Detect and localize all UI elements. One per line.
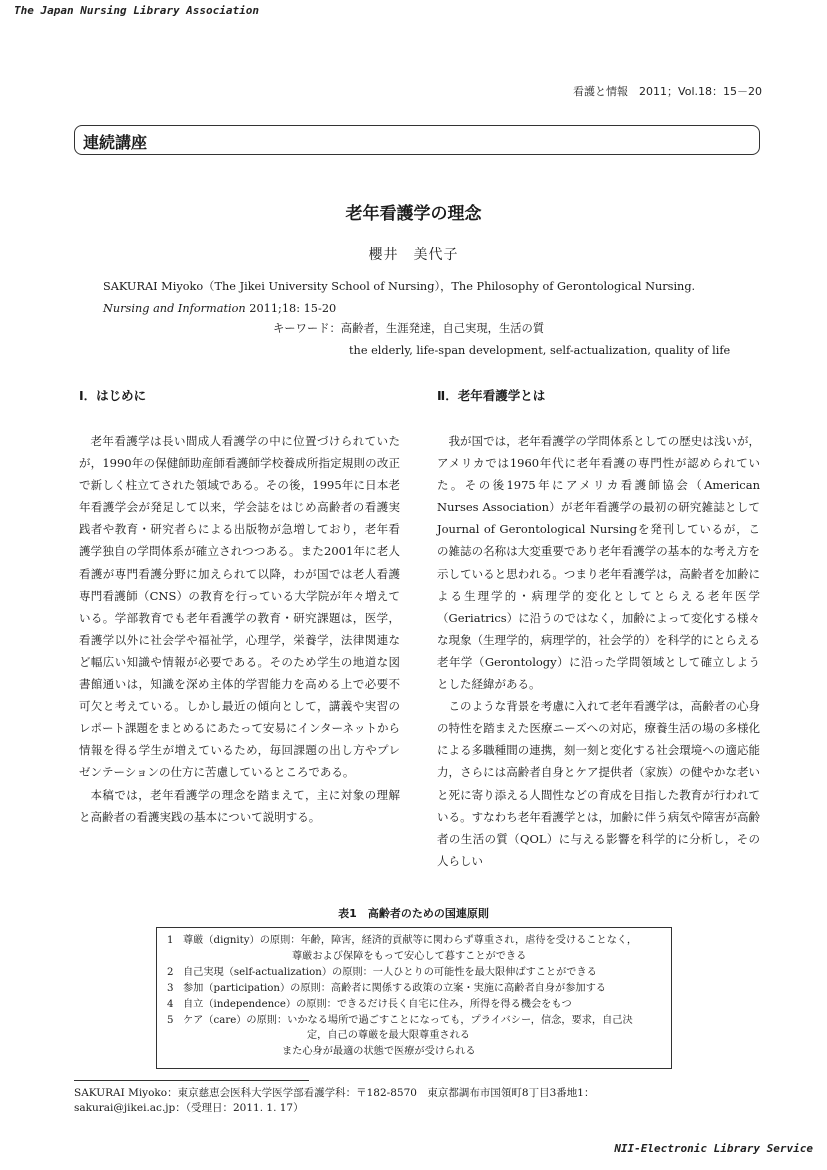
table-row (167, 965, 663, 981)
left-column (79, 430, 400, 828)
journal-citation: 看護と情報 2011；Vol.18：15－20 (573, 85, 762, 98)
row-text: ケア（care）の原則：いかなる場所で過ごすことになっても，プライバシー，信念，要求，自己決 (183, 1014, 633, 1026)
journal-name: Nursing and Information (103, 302, 246, 315)
row-continuation: また心身が最適の状態で医療が受けられる (282, 1046, 476, 1058)
keywords-english: the elderly, life-span development, self-actualization, quality of life (349, 344, 731, 357)
table-caption: 表1 高齢者のための国連原則 (338, 907, 489, 920)
row-text: 尊厳（dignity）の原則：年齢，障害，経済的貢献等に関わらず尊重され，虐待を受けることなく， (183, 935, 638, 946)
row-number: 3 (167, 982, 174, 994)
table-row (167, 1013, 663, 1029)
paragraph: 老年看護学は長い間成人看護学の中に位置づけられていたが，1990年の保健師助産師看護師学校養成所指定規則の改正で新しく柱立てされた領域である。その後，1995年に日本老年看護学会が発足して以来，学会誌をはじめ高齢者の看護実践者や教育・研究者らによる出版物が急増しており，老年看護学独自の学問体系が確立されつつある。また2001年に老人看護が専門看護分野に加えられて以降，わが国では老人看護専門看護師（CNS）の教育を行っている大学院が年々増えている。学部教育でも老年看護学の教育・研究課題は，医学，看護学以外に社会学や福祉学，心理学，栄養学，法律関連など幅広い知識や情報が必要である。そのため学生の地道な図書館通いは，知識を深め主体的学習能力を高める上で必要不可欠と考えている。しかし最近の傾向として，講義や実習のレポート課題をまとめるにあたって安易にインターネットから情報を得る学生が増えているため，毎回課題の出し方やプレゼンテーションの仕方に苦慮しているところである。 (79, 434, 400, 780)
row-number: 1 (167, 935, 174, 946)
row-number: 2 (167, 966, 174, 978)
principles-table (156, 927, 672, 1069)
section-heading-gerontological-nursing: Ⅱ．老年看護学とは (437, 388, 546, 403)
english-reference (103, 276, 743, 320)
series-label: 連続講座 (83, 133, 148, 152)
paragraph: 本稿では，老年看護学の理念を踏まえて，主に対象の理解と高齢者の看護実践の基本について説明する。 (79, 787, 400, 824)
row-text: 自立（independence）の原則：できるだけ長く自宅に住み，所得を得る機会をもつ (183, 998, 572, 1010)
keywords-japanese: キーワード：高齢者，生涯発達，自己実現，生活の質 (273, 322, 545, 335)
paragraph: このような背景を考慮に入れて老年看護学は，高齢者の心身の特性を踏まえた医療ニーズへの対応，療養生活の場の多様化による多職種間の連携，刻一刻と変化する社会環境への適応能力，さらには高齢者自身とケア提供者（家族）の健やかな老いと死に寄り添える人間性などの育成を目指した教育が行われている。すなわち老年看護学とは，加齢に伴う病気や障害が高齢者の生活の質（QOL）に与える影響を科学的に分析し，その人らしい (437, 699, 760, 868)
reference-text: SAKURAI Miyoko（The Jikei University School of Nursing），The Philosophy of Gerontological Nursing. (103, 280, 696, 293)
table-row (167, 981, 663, 997)
article-author: 櫻井 美代子 (368, 247, 459, 263)
section-heading-intro: Ⅰ．はじめに (79, 388, 147, 403)
footnote-divider (74, 1080, 309, 1081)
row-number: 5 (167, 1014, 174, 1026)
paragraph: 我が国では，老年看護学の学問体系としての歴史は浅いが，アメリカでは1960年代に老年看護の専門性が認められていた。その後1975年にアメリカ看護師協会（American Nurses Association）が老年看護学の最初の研究雑誌としてJournal of Gerontological Nursingを発刊しているが，この雑誌の名称は大変重要であり老年看護学の基本的な考え方を示していると思われる。つまり老年看護学は，高齢者を加齢による生理学的・病理学的変化としてとらえる老年医学（Geriatrics）に沿うのではなく，加齢によって変化する様々な現象（生理学的，病理学的，社会学的）を科学的にとらえる老年学（Gerontology）に沿った学問領域として確立しようとした経緯がある。 (437, 434, 760, 692)
row-number: 4 (167, 998, 174, 1010)
row-text: 自己実現（self-actualization）の原則：一人ひとりの可能性を最大限伸ばすことができる (183, 966, 597, 978)
publisher-header: The Japan Nursing Library Association (14, 4, 260, 17)
row-text: 参加（participation）の原則：高齢者に関係する政策の立案・実施に高齢者自身が参加する (183, 982, 606, 994)
series-banner (74, 125, 760, 155)
article-title: 老年看護学の理念 (345, 204, 482, 224)
row-continuation: 尊厳および保障をもって安心して暮すことができる (292, 950, 527, 962)
journal-pages: 2011;18: 15-20 (245, 302, 337, 315)
service-footer: NII-Electronic Library Service (614, 1142, 813, 1155)
footnote-email: sakurai@jikei.ac.jp：（受理日：2011. 1. 17） (74, 1102, 304, 1114)
table-row (167, 997, 663, 1013)
table-row (167, 933, 663, 949)
author-footnote (74, 1086, 594, 1116)
right-column (437, 430, 760, 872)
row-continuation: 定，自己の尊厳を最大限尊重される (307, 1030, 470, 1042)
footnote-affiliation: SAKURAI Miyoko：東京慈恵会医科大学医学部看護学科：〒182-8570 東京都調布市国領町8丁目3番地1： (74, 1087, 595, 1099)
